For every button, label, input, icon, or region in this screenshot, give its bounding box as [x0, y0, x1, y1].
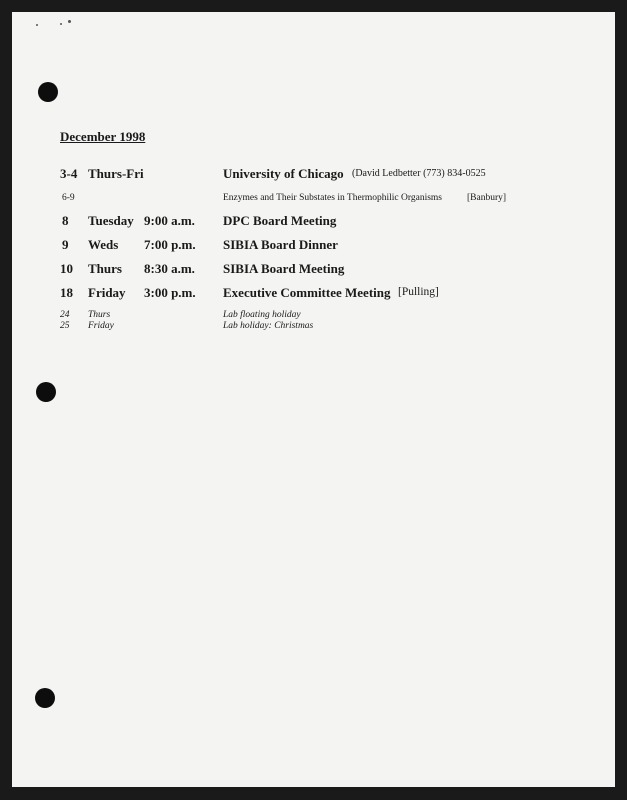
page-title: December 1998 — [60, 129, 146, 144]
event-note: (David Ledbetter (773) 834-0525 — [352, 168, 486, 179]
event-weekday: Tuesday — [88, 213, 134, 228]
event-day: 8 — [62, 213, 69, 228]
punch-hole — [35, 688, 55, 708]
holiday-day: 25 — [60, 321, 70, 331]
event-day: 9 — [62, 237, 69, 252]
holiday-weekday: Friday — [88, 321, 114, 331]
event-weekday: Thurs-Fri — [88, 166, 144, 181]
holiday-title: Lab holiday: Christmas — [223, 321, 314, 331]
event-time: 7:00 p.m. — [144, 237, 196, 252]
event-weekday: Weds — [88, 237, 119, 252]
event-title: Executive Committee Meeting — [223, 285, 391, 300]
punch-hole — [36, 382, 56, 402]
holiday-weekday: Thurs — [88, 310, 111, 320]
event-title: University of Chicago — [223, 166, 344, 181]
event-time: 9:00 a.m. — [144, 213, 195, 228]
punch-hole — [38, 82, 58, 102]
event-note: [Pulling] — [398, 286, 439, 298]
speck-mark — [36, 24, 38, 26]
holiday-day: 24 — [60, 310, 70, 320]
speck-mark — [60, 23, 62, 25]
event-time: 8:30 a.m. — [144, 261, 195, 276]
document-page — [12, 12, 615, 787]
event-title: SIBIA Board Meeting — [223, 261, 345, 276]
event-day: 3-4 — [60, 166, 78, 181]
event-weekday: Friday — [88, 285, 126, 300]
event-title: SIBIA Board Dinner — [223, 237, 338, 252]
event-day: 6-9 — [62, 193, 75, 203]
event-note: [Banbury] — [467, 193, 507, 203]
event-weekday: Thurs — [88, 261, 122, 276]
event-title: DPC Board Meeting — [223, 213, 337, 228]
speck-mark — [68, 20, 71, 23]
event-time: 3:00 p.m. — [144, 285, 196, 300]
event-day: 18 — [60, 285, 73, 300]
holiday-title: Lab floating holiday — [223, 310, 301, 320]
event-day: 10 — [60, 261, 73, 276]
event-title: Enzymes and Their Substates in Thermophilic Organisms — [223, 193, 442, 203]
